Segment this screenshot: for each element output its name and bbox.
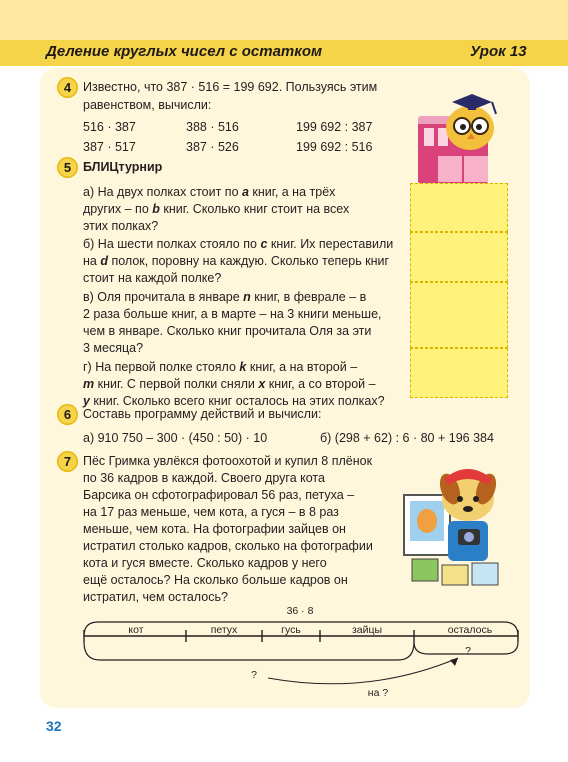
diagram-compare-arrow bbox=[268, 658, 458, 684]
answer-box-b[interactable] bbox=[410, 232, 508, 282]
segment-diagram bbox=[78, 596, 524, 706]
diagram-question-spent: ? bbox=[251, 669, 257, 681]
lesson-title: Урок 13 bbox=[470, 43, 527, 60]
blitz-c-line4: 3 месяца? bbox=[83, 341, 144, 355]
segment-label-goose: гусь bbox=[281, 624, 301, 636]
dog-with-camera-illustration bbox=[398, 455, 504, 591]
variable-x: x bbox=[258, 377, 266, 391]
answer-box-d[interactable] bbox=[410, 348, 508, 398]
segment-label-rooster: петух bbox=[210, 624, 238, 636]
task4-text-line1: Известно, что 387 · 516 = 199 692. Пользуясь этим bbox=[83, 80, 378, 94]
task4-calc: 387 · 526 bbox=[186, 140, 239, 154]
variable-y: y bbox=[83, 394, 90, 408]
variable-a: a bbox=[242, 185, 249, 199]
variable-d: d bbox=[100, 254, 108, 268]
blitz-a-line1: а) На двух полках стоит по a книг, а на трёх bbox=[83, 185, 336, 199]
answer-box-a[interactable] bbox=[410, 183, 508, 232]
blitz-d-line3: y книг. Сколько всего книг осталось на этих полках? bbox=[83, 394, 385, 408]
blitz-c-line3: чем в январе. Сколько книг прочитала Оля за эти bbox=[83, 324, 372, 338]
task7-line: на 17 раз меньше, чем кота, а гуся – в 8 раз bbox=[83, 505, 339, 519]
segment-label-remaining: осталось bbox=[447, 624, 493, 636]
variable-m: m bbox=[83, 377, 95, 391]
blitz-a-line2: других – по b книг. Сколько книг стоит на всех bbox=[83, 202, 350, 216]
answer-box-c[interactable] bbox=[410, 282, 508, 348]
segment-label-cat: кот bbox=[128, 624, 144, 636]
task6-expression-a: а) 910 750 – 300 · (450 : 50) · 10 bbox=[83, 431, 268, 445]
blitz-c-line2: 2 раза больше книг, а в марте – на 3 книги меньше, bbox=[83, 307, 382, 321]
task-number-4: 4 bbox=[57, 77, 78, 98]
blitz-title: БЛИЦтурнир bbox=[83, 160, 163, 174]
blitz-b-line1: б) На шести полках стояло по c книг. Их переставили bbox=[83, 237, 394, 251]
task4-calc: 387 · 517 bbox=[83, 140, 136, 154]
variable-n: n bbox=[243, 290, 251, 304]
task-number-6: 6 bbox=[57, 404, 78, 425]
task7-line: Пёс Гримка увлёкся фотоохотой и купил 8 плёнок bbox=[83, 454, 373, 468]
task6-expression-b: б) (298 + 62) : 6 · 80 + 196 384 bbox=[320, 431, 494, 445]
task7-line: истратил, чем осталось? bbox=[83, 590, 228, 604]
variable-c: c bbox=[260, 237, 268, 251]
task6-text: Составь программу действий и вычисли: bbox=[83, 407, 322, 421]
task4-calc: 516 · 387 bbox=[83, 120, 136, 134]
blitz-b-line2: на d полок, поровну на каждую. Сколько теперь книг bbox=[83, 254, 390, 268]
blitz-c-line1: в) Оля прочитала в январе n книг, в феврале – в bbox=[83, 290, 367, 304]
diagram-arrow-head bbox=[450, 658, 458, 666]
variable-k: k bbox=[239, 360, 247, 374]
chapter-title: Деление круглых чисел с остатком bbox=[46, 43, 323, 60]
blitz-d-line1: г) На первой полке стояло k книг, а на второй – bbox=[83, 360, 358, 374]
blitz-a-line3: этих полках? bbox=[83, 219, 159, 233]
owl-with-books-illustration bbox=[408, 84, 504, 184]
variable-b: b bbox=[152, 202, 160, 216]
task7-line: меньше, чем кота. На фотографии зайцев он bbox=[83, 522, 346, 536]
task4-text-line2: равенством, вычисли: bbox=[83, 98, 212, 112]
blitz-b-line3: стоит на каждой полке? bbox=[83, 271, 222, 285]
segment-label-hares: зайцы bbox=[351, 624, 383, 636]
page-number: 32 bbox=[46, 718, 62, 734]
task7-line: по 36 кадров в каждой. Своего друга кота bbox=[83, 471, 325, 485]
task4-calc: 199 692 : 516 bbox=[296, 140, 373, 154]
task4-calc: 199 692 : 387 bbox=[296, 120, 373, 134]
task7-line: кота и гуся вместе. Сколько кадров у него bbox=[83, 556, 327, 570]
blitz-d-line2: m книг. С первой полки сняли x книг, а со второй – bbox=[83, 377, 376, 391]
diagram-question-difference: на ? bbox=[367, 687, 389, 699]
diagram-spent-brace bbox=[84, 642, 414, 660]
task7-line: ещё осталось? На сколько больше кадров он bbox=[83, 573, 348, 587]
task4-calc: 388 · 516 bbox=[186, 120, 239, 134]
task-number-7: 7 bbox=[57, 451, 78, 472]
diagram-total-label: 36 · 8 bbox=[286, 605, 314, 617]
task7-line: Барсика он сфотографировал 56 раз, петуха – bbox=[83, 488, 355, 502]
task7-line: истратил столько кадров, сколько на фотографии bbox=[83, 539, 373, 553]
diagram-question-remaining: ? bbox=[465, 645, 471, 657]
task-number-5: 5 bbox=[57, 157, 78, 178]
